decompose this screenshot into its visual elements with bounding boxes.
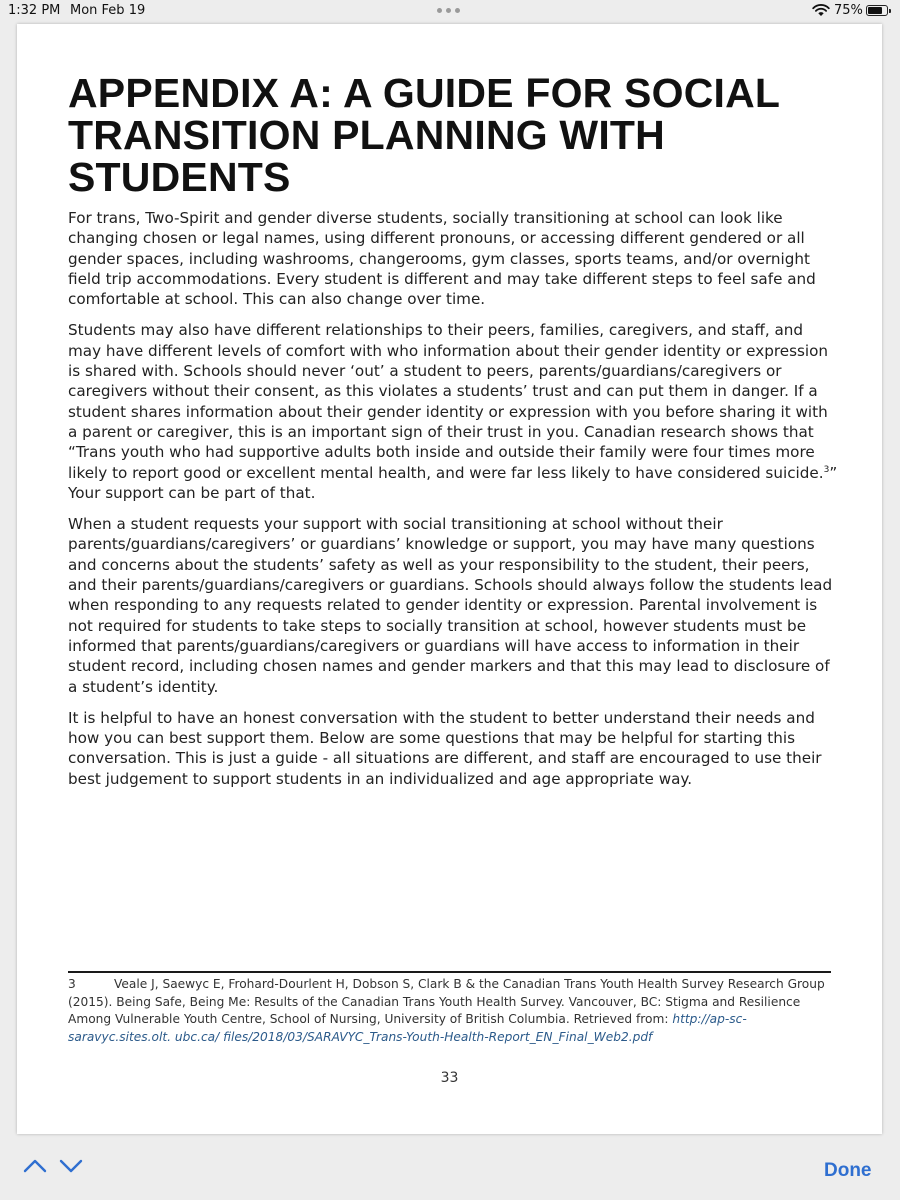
page-title: APPENDIX A: A GUIDE FOR SOCIAL TRANSITION PLANNING WITH STUDENTS — [68, 70, 780, 200]
battery-percent: 75% — [834, 3, 863, 18]
page-number: 33 — [440, 1070, 459, 1086]
footnote-number: 3 — [68, 977, 76, 991]
wifi-icon — [812, 4, 830, 21]
chevron-down-icon[interactable] — [58, 1158, 86, 1182]
battery-icon — [866, 5, 888, 16]
footnote-divider — [68, 971, 831, 973]
paragraph-1: For trans, Two-Spirit and gender diverse students, socially transitioning at school can look like changing chosen or legal names, using different pronouns, or accessing different gendered or all gender spaces, including washrooms, changerooms, gym classes, sports teams, and/or overnight field trip accommodations. Every student is different and may take different steps to feel safe and comfortable at school. This can also change over time. — [68, 209, 816, 309]
bottom-toolbar — [0, 1138, 900, 1200]
paragraph-4: It is helpful to have an honest conversation with the student to better understand their needs and how you can best support them. Below are some questions that may be helpful for starting this conversation. This is just a guide - all situations are different, and staff are encouraged to use their best judgement to support students in an individualized and age appropriate way. — [68, 708, 822, 788]
document-page — [17, 24, 882, 1134]
footnote-reference[interactable]: 3 — [823, 464, 830, 475]
paragraph-3: When a student requests your support with social transitioning at school without their parents/guardians/caregivers’ or guardians’ knowledge or support, you may have many questions and concerns about the students’ safety as well as your responsibility to the student, their peers, and their parents/guardians/caregivers or guardians. Schools should always follow the students lead when responding to any requests related to gender identity or expression. Parental involvement is not required for students to take steps to socially transition at school, however students must be informed that parents/guardians/caregivers or guardians will have access to information in their student record, including chosen names and gender markers and that this may lead to disclosure of a student’s identity. — [68, 515, 833, 696]
done-button[interactable]: Done — [824, 1160, 872, 1181]
footnote — [68, 976, 838, 1046]
paragraph-2 — [68, 320, 840, 503]
footnote-link[interactable]: http://ap-sc-saravyc.sites.olt. ubc.ca/ files/2018/03/SARAVYC_Trans-Youth-Health-Report_EN_Final_Web2.pdf — [68, 1012, 747, 1044]
paragraph-2-tail: ” Your support can be part of that. — [68, 463, 838, 502]
footnote-text: Veale J, Saewyc E, Frohard-Dourlent H, Dobson S, Clark B & the Canadian Trans Youth Health Survey Research Group (2015). Being Safe, Being Me: Results of the Canadian Trans Youth Health Survey. Vancouver, BC: Stigma and Resilience Among Vulnerable Youth Centre, School of Nursing, University of British Columbia. Retrieved from: — [68, 977, 825, 1026]
paragraph-2-text: Students may also have different relationships to their peers, families, caregivers, and staff, and may have different levels of comfort with who information about their gender identity or expression is shared with. Schools should never ‘out’ a student to peers, parents/guardians/caregivers or caregivers without their consent, as this violates a students’ trust and can put them in danger. If a student shares information about their gender identity or expression with you before sharing it with a parent or caregiver, this is an important sign of their trust in you. Canadian research shows that “Trans youth who had supportive adults both inside and outside their family were four times more likely to report good or excellent mental health, and were far less likely to have considered suicide. — [68, 321, 829, 482]
document-body — [68, 208, 840, 800]
multitasking-dots-icon[interactable] — [437, 8, 460, 13]
status-date: Mon Feb 19 — [70, 3, 146, 18]
status-bar — [0, 0, 900, 22]
chevron-up-icon[interactable] — [22, 1158, 50, 1182]
status-time: 1:32 PM — [8, 3, 61, 18]
